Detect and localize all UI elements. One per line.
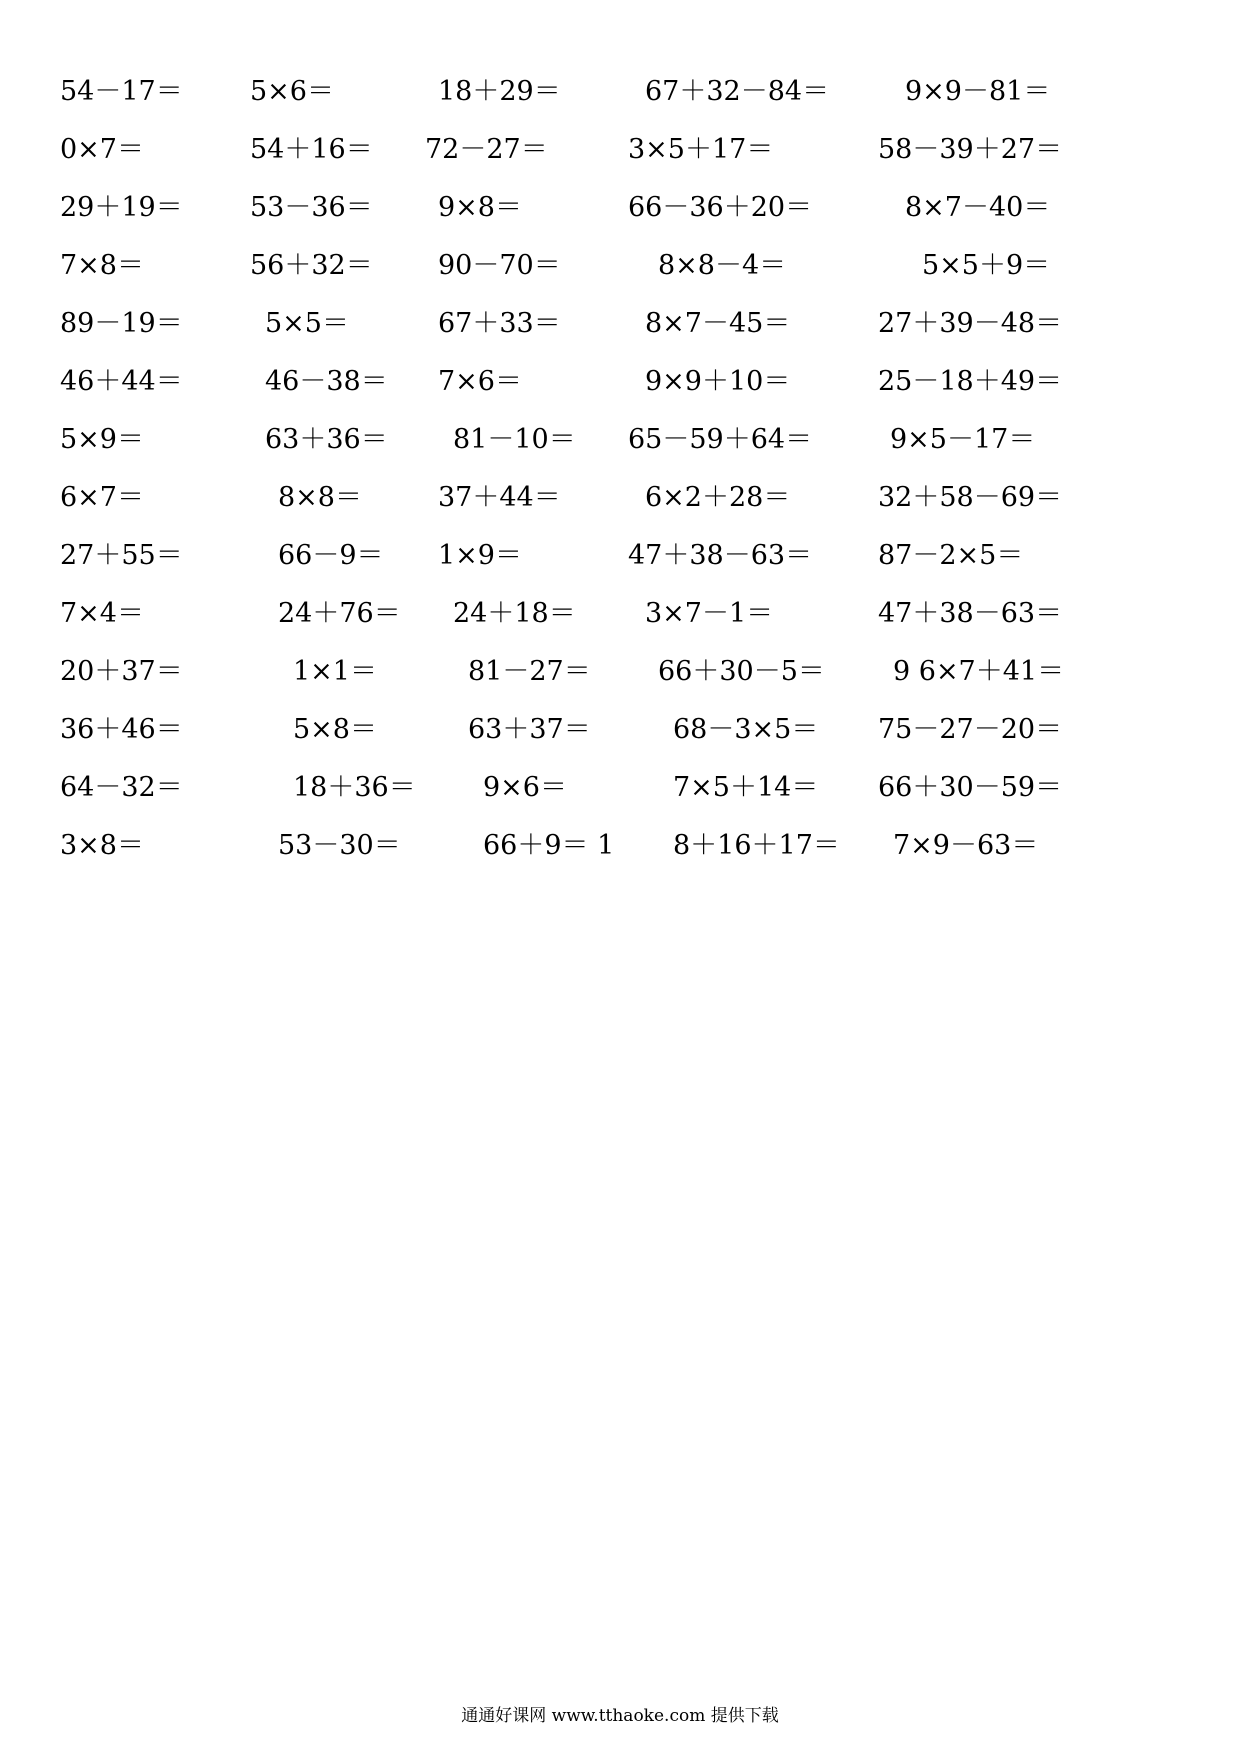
arithmetic-problem: 8＋16＋17＝ (673, 830, 840, 861)
problem-row (0, 420, 1240, 460)
arithmetic-problem: 8×8＝ (278, 482, 362, 513)
arithmetic-problem: 29＋19＝ (60, 192, 183, 223)
arithmetic-problem: 8×7－45＝ (645, 308, 791, 339)
arithmetic-problem: 72－27＝ (425, 134, 548, 165)
arithmetic-problem: 66＋30－59＝ (878, 772, 1063, 803)
arithmetic-problem: 75－27－20＝ (878, 714, 1063, 745)
arithmetic-problem: 0×7＝ (60, 134, 144, 165)
arithmetic-problem: 3×5＋17＝ (628, 134, 774, 165)
arithmetic-problem: 5×6＝ (250, 76, 334, 107)
arithmetic-problem: 8×8－4＝ (658, 250, 787, 281)
arithmetic-problem: 81－27＝ (468, 656, 591, 687)
arithmetic-problem: 64－32＝ (60, 772, 183, 803)
arithmetic-problem: 9×9－81＝ (905, 76, 1051, 107)
arithmetic-problem: 9 6×7＋41＝ (893, 656, 1065, 687)
arithmetic-problem: 5×5＝ (265, 308, 349, 339)
arithmetic-problem: 66＋9＝ 1 (483, 830, 615, 861)
arithmetic-problem: 63＋36＝ (265, 424, 388, 455)
arithmetic-problem: 9×6＝ (483, 772, 567, 803)
arithmetic-problem: 65－59＋64＝ (628, 424, 813, 455)
arithmetic-problem: 9×8＝ (438, 192, 522, 223)
arithmetic-problem: 47＋38－63＝ (628, 540, 813, 571)
arithmetic-problem: 3×8＝ (60, 830, 144, 861)
problem-row (0, 652, 1240, 692)
arithmetic-problem: 7×6＝ (438, 366, 522, 397)
problem-row (0, 768, 1240, 808)
arithmetic-problem: 7×4＝ (60, 598, 144, 629)
problem-row (0, 478, 1240, 518)
arithmetic-problem: 67＋32－84＝ (645, 76, 830, 107)
arithmetic-problem: 36＋46＝ (60, 714, 183, 745)
problem-row (0, 594, 1240, 634)
arithmetic-problem: 20＋37＝ (60, 656, 183, 687)
arithmetic-problem: 54＋16＝ (250, 134, 373, 165)
arithmetic-problem: 46＋44＝ (60, 366, 183, 397)
arithmetic-problem: 5×8＝ (293, 714, 377, 745)
arithmetic-problem: 18＋29＝ (438, 76, 561, 107)
arithmetic-problem: 24＋76＝ (278, 598, 401, 629)
arithmetic-problem: 89－19＝ (60, 308, 183, 339)
arithmetic-problem: 18＋36＝ (293, 772, 416, 803)
arithmetic-problem: 6×7＝ (60, 482, 144, 513)
arithmetic-problem: 81－10＝ (453, 424, 576, 455)
footer-credit: 通通好课网 www.tthaoke.com 提供下载 (461, 1706, 779, 1726)
arithmetic-problem: 7×9－63＝ (893, 830, 1039, 861)
arithmetic-problem: 90－70＝ (438, 250, 561, 281)
arithmetic-problem: 8×7－40＝ (905, 192, 1051, 223)
arithmetic-problem: 9×5－17＝ (890, 424, 1036, 455)
problem-row (0, 72, 1240, 112)
arithmetic-problem: 68－3×5＝ (673, 714, 819, 745)
arithmetic-problem: 58－39＋27＝ (878, 134, 1063, 165)
arithmetic-problem: 32＋58－69＝ (878, 482, 1063, 513)
arithmetic-problem: 46－38＝ (265, 366, 388, 397)
arithmetic-problem: 54－17＝ (60, 76, 183, 107)
arithmetic-problem: 3×7－1＝ (645, 598, 774, 629)
problem-row (0, 710, 1240, 750)
arithmetic-problem: 5×5＋9＝ (922, 250, 1051, 281)
arithmetic-problem: 66－36＋20＝ (628, 192, 813, 223)
arithmetic-problem: 87－2×5＝ (878, 540, 1024, 571)
arithmetic-problem: 66＋30－5＝ (658, 656, 825, 687)
arithmetic-problem: 1×1＝ (293, 656, 377, 687)
arithmetic-problem: 7×5＋14＝ (673, 772, 819, 803)
arithmetic-problem: 27＋39－48＝ (878, 308, 1063, 339)
arithmetic-problem: 6×2＋28＝ (645, 482, 791, 513)
problem-row (0, 246, 1240, 286)
arithmetic-problem: 27＋55＝ (60, 540, 183, 571)
arithmetic-problem: 37＋44＝ (438, 482, 561, 513)
arithmetic-problem: 56＋32＝ (250, 250, 373, 281)
problem-row (0, 188, 1240, 228)
arithmetic-problem: 1×9＝ (438, 540, 522, 571)
arithmetic-problem: 53－36＝ (250, 192, 373, 223)
problem-row (0, 304, 1240, 344)
problem-row (0, 826, 1240, 866)
arithmetic-problem: 7×8＝ (60, 250, 144, 281)
arithmetic-problem: 53－30＝ (278, 830, 401, 861)
arithmetic-problem: 24＋18＝ (453, 598, 576, 629)
arithmetic-problem: 9×9＋10＝ (645, 366, 791, 397)
arithmetic-problem: 5×9＝ (60, 424, 144, 455)
arithmetic-problem: 25－18＋49＝ (878, 366, 1063, 397)
problem-row (0, 362, 1240, 402)
problem-row (0, 536, 1240, 576)
arithmetic-problem: 67＋33＝ (438, 308, 561, 339)
arithmetic-problem: 63＋37＝ (468, 714, 591, 745)
arithmetic-problem: 66－9＝ (278, 540, 384, 571)
problem-row (0, 130, 1240, 170)
arithmetic-problem: 47＋38－63＝ (878, 598, 1063, 629)
